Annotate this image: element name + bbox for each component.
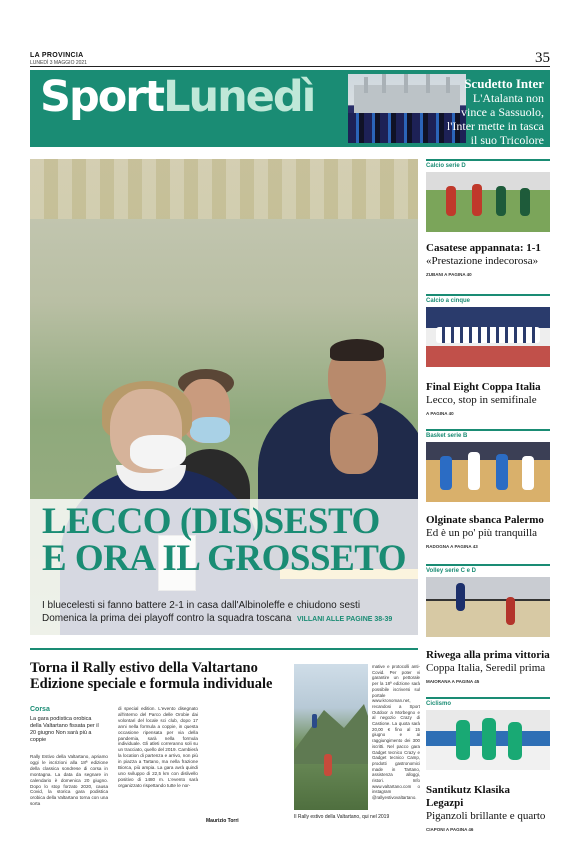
sidebar-ref: ZUBANI A PAGINA 40 — [426, 272, 472, 277]
sidebar-ref: A PAGINA 40 — [426, 411, 454, 416]
headline-line-2: E ORA IL GROSSETO — [42, 538, 407, 579]
sidebar-label: Calcio serie D — [426, 159, 550, 171]
page-number: 35 — [535, 50, 550, 66]
logo-sport: Sport — [40, 72, 164, 122]
story-column-2: di special edition. L'evento disegnato all'interno del Parco delle Orobie dai volontari del locale sci club, dopo 17 anni nella formula a coppie, in questa occasione ripensata per via della pandemia, sarà nella formula individuale. Gli atleti correranno soli su un tracciato, quello del 2019. Cambierà la location di partenza e arrivo, non più in piazza a Tartano, ma nella frazione Biorca, più ampia. La gara avrà quindi uno sviluppo di 22,5 km con dislivello positivo di 1480 m. L'evento sarà organizzato rispettando tutte le nor- — [118, 706, 198, 788]
sidebar-ref: RADOGNA A PAGINA 43 — [426, 544, 478, 549]
subline-1: I bluecelesti si fanno battere 2-1 in casa dall'Albinoleffe e chiudono sesti — [42, 600, 361, 611]
sidebar-sub: Piganzoli brillante e quarto — [426, 810, 546, 822]
sidebar-item-ciclismo[interactable] — [426, 697, 550, 832]
sidebar-label: Basket serie B — [426, 429, 550, 441]
story-title[interactable]: Torna il Rally estivo della Valtartano Edizione speciale e formula individuale — [30, 660, 273, 692]
banner-body: L'Atalanta non vince a Sassuolo, l'Inter mette in tasca il suo Tricolore numero 19 — [446, 91, 544, 161]
publication-date: LUNEDÌ 3 MAGGIO 2021 — [30, 60, 87, 66]
sidebar-item-calcio-a-cinque[interactable] — [426, 294, 550, 416]
main-headline[interactable] — [42, 503, 406, 577]
sidebar-item-volley-serie-c-e-d[interactable] — [426, 564, 550, 684]
story-author: Maurizio Torri — [206, 818, 239, 824]
sidebar-photo — [426, 710, 550, 770]
sidebar-title: Final Eight Coppa Italia — [426, 381, 541, 393]
story-summary: La gara podistica orobica della Valtartano fissata per il 20 giugno Non sarà più a coppie — [30, 716, 99, 743]
sidebar-sub: «Prestazione indecorosa» — [426, 255, 539, 267]
sidebar-title: Casatese appannata: 1-1 — [426, 242, 541, 254]
story-column-3: mative e protocolli anti-Covid. Per poter vi garantire un pettorale per la 18ª edizione sarà possibile iscriversi sul portale www.kronoman.net, recandosi a Sport Outdoor a Morbegno e al negozio Crazy di Castione. La quota sarà 20,00 € fino al 15 giugno e ai raggiungimento dei 300 iscritti. Nel pacco gara Gadget tecnico Crazy e Gadget tecnico Camp, prodotti gastronomici made in Tartano, assistenza alloggi, ristori. Info www.valtartano.com o instagram @rallyestivovaltartano. — [372, 664, 420, 801]
sidebar-sub: Ed è un po' più tranquilla — [426, 527, 538, 539]
sidebar-title: Olginate sbanca Palermo — [426, 514, 544, 526]
sidebar-title: Riwega alla prima vittoria — [426, 649, 550, 661]
top-rule — [30, 66, 550, 67]
banner-kicker: Scudetto Inter — [464, 76, 544, 91]
headline-line-1: LECCO (DIS)SESTO — [42, 501, 380, 542]
sidebar-item-calcio-serie-d[interactable] — [426, 159, 550, 277]
sidebar-title: Santikutz Klasika Legazpi — [426, 784, 511, 809]
banner-teaser[interactable] — [444, 76, 544, 161]
story-rule — [30, 648, 418, 650]
section-banner — [30, 70, 550, 161]
sidebar-label: Volley serie C e D — [426, 564, 550, 576]
sidebar-photo — [426, 307, 550, 367]
subline-2: Domenica la prima dei playoff contro la squadra toscana — [42, 613, 292, 624]
sidebar-photo — [426, 172, 550, 232]
sidebar-item-basket-serie-b[interactable] — [426, 429, 550, 549]
story-kicker: Corsa — [30, 706, 50, 713]
sidebar-label: Ciclismo — [426, 697, 550, 709]
sidebar-photo — [426, 577, 550, 637]
sidebar-photo — [426, 442, 550, 502]
rally-photo — [294, 664, 368, 810]
publication-name: LA PROVINCIA — [30, 52, 84, 59]
sidebar-label: Calcio a cinque — [426, 294, 550, 306]
rally-photo-caption: Il Rally estivo della Valtartano, qui nel 2019 — [294, 814, 390, 820]
main-photo — [30, 159, 418, 635]
story-column-1: Rally Estivo della Valtartano, apriamo oggi le iscrizioni alla 18ª edizione della classica sondrese di corsa in montagna. La data da segnare in calendario è domenica 20 giugno. Dopo lo stop forzato 2020, causa Covid, la storica gara podistica orobica della Valtartano torna con una sorta — [30, 754, 108, 807]
section-logo — [40, 72, 315, 122]
main-subline — [42, 599, 418, 626]
sidebar-sub: Lecco, stop in semifinale — [426, 394, 537, 406]
sidebar-ref: MAIORANA A PAGINA 45 — [426, 679, 480, 684]
logo-lunedi: Lunedì — [163, 72, 315, 122]
main-page-ref: VILLANI ALLE PAGINE 38-39 — [296, 616, 393, 623]
sidebar-ref: CIAPONI A PAGINA 46 — [426, 827, 474, 832]
sidebar-sub: Coppa Italia, Seredil prima — [426, 662, 546, 674]
